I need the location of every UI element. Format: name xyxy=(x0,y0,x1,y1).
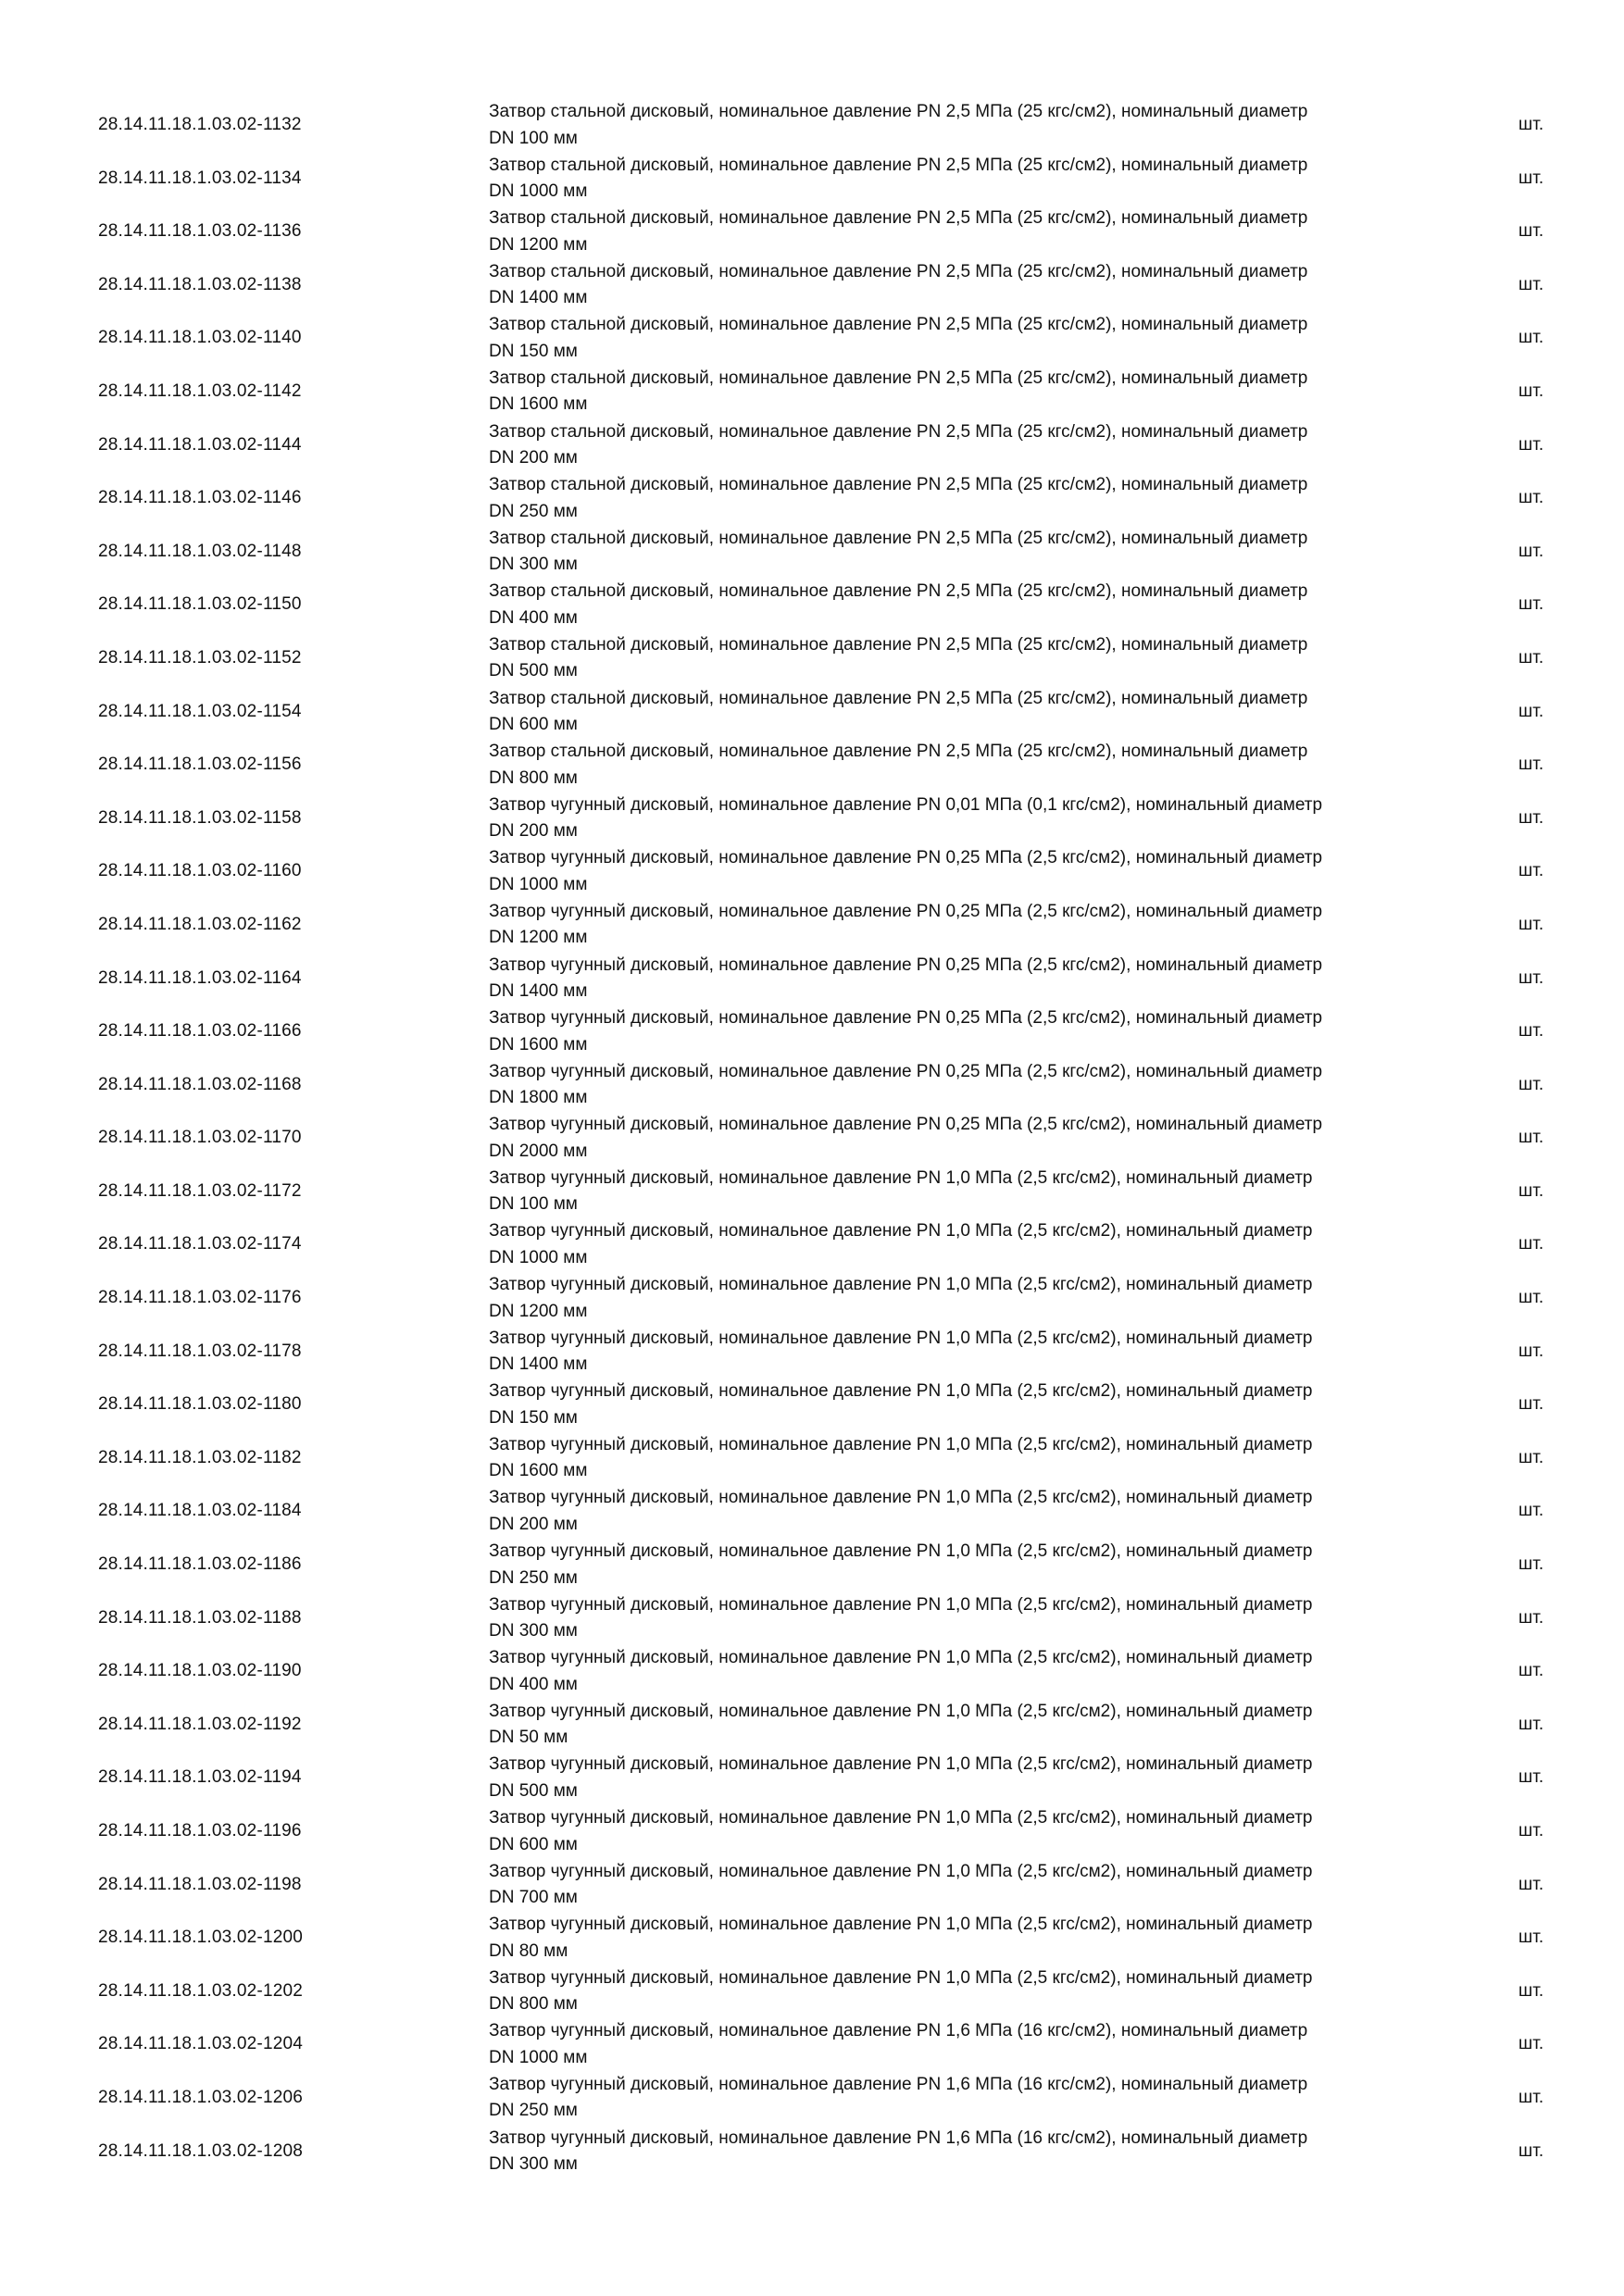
item-code: 28.14.11.18.1.03.02-1180 xyxy=(98,1394,302,1415)
table-row xyxy=(0,1218,1624,1272)
item-unit: шт. xyxy=(1518,701,1544,721)
item-description xyxy=(489,1912,1461,1965)
description-line-1: Затвор чугунный дисковый, номинальное давление PN 0,25 МПа (2,5 кгс/см2), номинальный диаметр xyxy=(489,955,1323,975)
table-row xyxy=(0,419,1624,473)
description-line-1: Затвор чугунный дисковый, номинальное давление PN 0,25 МПа (2,5 кгс/см2), номинальный диаметр xyxy=(489,848,1323,868)
table-row xyxy=(0,312,1624,366)
item-description xyxy=(489,1326,1461,1379)
description-line-1: Затвор чугунный дисковый, номинальное давление PN 0,25 МПа (2,5 кгс/см2), номинальный диаметр xyxy=(489,1008,1323,1029)
description-line-1: Затвор стальной дисковый, номинальное давление PN 2,5 МПа (25 кгс/см2), номинальный диаметр xyxy=(489,155,1308,175)
table-row xyxy=(0,1539,1624,1592)
item-unit: шт. xyxy=(1518,2087,1544,2107)
item-unit: шт. xyxy=(1518,221,1544,242)
item-unit: шт. xyxy=(1518,1234,1544,1254)
description-line-2: DN 1400 мм xyxy=(489,981,588,1001)
description-line-1: Затвор стальной дисковый, номинальное давление PN 2,5 МПа (25 кгс/см2), номинальный диаметр xyxy=(489,742,1308,762)
item-unit: шт. xyxy=(1518,861,1544,881)
price-list-table xyxy=(0,99,1624,2178)
description-line-1: Затвор чугунный дисковый, номинальное давление PN 1,0 МПа (2,5 кгс/см2), номинальный диаметр xyxy=(489,1648,1313,1668)
item-code: 28.14.11.18.1.03.02-1150 xyxy=(98,594,302,615)
item-description xyxy=(489,1699,1461,1752)
item-unit: шт. xyxy=(1518,594,1544,615)
description-line-2: DN 1600 мм xyxy=(489,1461,588,1481)
description-line-1: Затвор чугунный дисковый, номинальное давление PN 0,25 МПа (2,5 кгс/см2), номинальный диаметр xyxy=(489,901,1323,921)
item-code: 28.14.11.18.1.03.02-1162 xyxy=(98,914,302,934)
description-line-1: Затвор чугунный дисковый, номинальное давление PN 1,0 МПа (2,5 кгс/см2), номинальный диаметр xyxy=(489,1754,1313,1775)
item-unit: шт. xyxy=(1518,1661,1544,1681)
description-line-2: DN 200 мм xyxy=(489,448,578,468)
item-unit: шт. xyxy=(1518,488,1544,508)
table-row xyxy=(0,579,1624,632)
item-code: 28.14.11.18.1.03.02-1184 xyxy=(98,1501,302,1521)
description-line-1: Затвор чугунный дисковый, номинальное давление PN 1,0 МПа (2,5 кгс/см2), номинальный диаметр xyxy=(489,1434,1313,1454)
item-description xyxy=(489,953,1461,1005)
description-line-2: DN 250 мм xyxy=(489,1567,578,1588)
item-unit: шт. xyxy=(1518,807,1544,828)
table-row xyxy=(0,99,1624,153)
description-line-1: Затвор стальной дисковый, номинальное давление PN 2,5 МПа (25 кгс/см2), номинальный диаметр xyxy=(489,368,1308,388)
item-description xyxy=(489,899,1461,952)
item-code: 28.14.11.18.1.03.02-1196 xyxy=(98,1821,302,1841)
description-line-2: DN 1400 мм xyxy=(489,288,588,308)
item-code: 28.14.11.18.1.03.02-1164 xyxy=(98,967,302,988)
description-line-2: DN 600 мм xyxy=(489,715,578,735)
item-code: 28.14.11.18.1.03.02-1134 xyxy=(98,168,302,188)
description-line-1: Затвор стальной дисковый, номинальное давление PN 2,5 МПа (25 кгс/см2), номинальный диаметр xyxy=(489,528,1308,548)
item-code: 28.14.11.18.1.03.02-1146 xyxy=(98,488,302,508)
table-row xyxy=(0,1805,1624,1859)
description-line-2: DN 1400 мм xyxy=(489,1354,588,1375)
description-line-2: DN 800 мм xyxy=(489,1994,578,2015)
item-unit: шт. xyxy=(1518,1074,1544,1094)
description-line-1: Затвор чугунный дисковый, номинальное давление PN 0,25 МПа (2,5 кгс/см2), номинальный диаметр xyxy=(489,1061,1323,1081)
description-line-2: DN 200 мм xyxy=(489,821,578,842)
item-unit: шт. xyxy=(1518,755,1544,775)
description-line-1: Затвор стальной дисковый, номинальное давление PN 2,5 МПа (25 кгс/см2), номинальный диаметр xyxy=(489,688,1308,708)
description-line-2: DN 1200 мм xyxy=(489,234,588,255)
table-row xyxy=(0,686,1624,740)
description-line-1: Затвор чугунный дисковый, номинальное давление PN 1,6 МПа (16 кгс/см2), номинальный диаметр xyxy=(489,2021,1308,2041)
item-description xyxy=(489,1965,1461,2018)
item-unit: шт. xyxy=(1518,2140,1544,2161)
description-line-1: Затвор чугунный дисковый, номинальное давление PN 1,6 МПа (16 кгс/см2), номинальный диаметр xyxy=(489,2128,1308,2148)
item-description xyxy=(489,686,1461,739)
item-code: 28.14.11.18.1.03.02-1168 xyxy=(98,1074,302,1094)
item-description xyxy=(489,419,1461,472)
table-row xyxy=(0,1166,1624,1219)
item-code: 28.14.11.18.1.03.02-1140 xyxy=(98,328,302,348)
item-unit: шт. xyxy=(1518,647,1544,668)
item-code: 28.14.11.18.1.03.02-1176 xyxy=(98,1288,302,1308)
table-row xyxy=(0,739,1624,792)
item-code: 28.14.11.18.1.03.02-1202 xyxy=(98,1980,304,2001)
item-code: 28.14.11.18.1.03.02-1192 xyxy=(98,1714,302,1734)
item-description xyxy=(489,2126,1461,2178)
description-line-1: Затвор стальной дисковый, номинальное давление PN 2,5 МПа (25 кгс/см2), номинальный диаметр xyxy=(489,421,1308,442)
item-unit: шт. xyxy=(1518,1021,1544,1042)
table-row xyxy=(0,632,1624,686)
item-description xyxy=(489,1432,1461,1485)
description-line-2: DN 400 мм xyxy=(489,607,578,628)
description-line-1: Затвор чугунный дисковый, номинальное давление PN 1,0 МПа (2,5 кгс/см2), номинальный диаметр xyxy=(489,1167,1313,1188)
table-row xyxy=(0,1912,1624,1965)
item-unit: шт. xyxy=(1518,274,1544,294)
item-description xyxy=(489,259,1461,312)
description-line-2: DN 1000 мм xyxy=(489,1247,588,1267)
table-row xyxy=(0,1699,1624,1753)
item-unit: шт. xyxy=(1518,115,1544,134)
item-code: 28.14.11.18.1.03.02-1172 xyxy=(98,1180,302,1201)
description-line-2: DN 1600 мм xyxy=(489,1034,588,1054)
item-unit: шт. xyxy=(1518,1714,1544,1734)
item-description xyxy=(489,366,1461,418)
item-description xyxy=(489,579,1461,631)
item-description xyxy=(489,1752,1461,1804)
item-description xyxy=(489,472,1461,525)
description-line-1: Затвор стальной дисковый, номинальное давление PN 2,5 МПа (25 кгс/см2), номинальный диаметр xyxy=(489,475,1308,495)
item-code: 28.14.11.18.1.03.02-1132 xyxy=(98,115,302,134)
item-unit: шт. xyxy=(1518,1980,1544,2001)
description-line-2: DN 500 мм xyxy=(489,661,578,681)
description-line-1: Затвор стальной дисковый, номинальное давление PN 2,5 МПа (25 кгс/см2), номинальный диаметр xyxy=(489,208,1308,229)
description-line-2: DN 400 мм xyxy=(489,1674,578,1694)
item-description xyxy=(489,312,1461,365)
item-code: 28.14.11.18.1.03.02-1198 xyxy=(98,1874,302,1894)
item-code: 28.14.11.18.1.03.02-1206 xyxy=(98,2087,304,2107)
table-row xyxy=(0,1432,1624,1486)
item-description xyxy=(489,99,1461,152)
description-line-2: DN 1200 мм xyxy=(489,928,588,948)
item-description xyxy=(489,1859,1461,1912)
item-unit: шт. xyxy=(1518,2034,1544,2054)
description-line-1: Затвор чугунный дисковый, номинальное давление PN 1,0 МПа (2,5 кгс/см2), номинальный диаметр xyxy=(489,1488,1313,1508)
description-line-2: DN 1000 мм xyxy=(489,2047,588,2067)
item-code: 28.14.11.18.1.03.02-1174 xyxy=(98,1234,302,1254)
description-line-2: DN 150 мм xyxy=(489,1407,578,1428)
item-unit: шт. xyxy=(1518,1180,1544,1201)
description-line-2: DN 300 мм xyxy=(489,2154,578,2175)
description-line-2: DN 80 мм xyxy=(489,1940,568,1961)
description-line-1: Затвор чугунный дисковый, номинальное давление PN 1,0 МПа (2,5 кгс/см2), номинальный диаметр xyxy=(489,1541,1313,1562)
table-row xyxy=(0,526,1624,580)
item-unit: шт. xyxy=(1518,1447,1544,1467)
description-line-2: DN 300 мм xyxy=(489,555,578,575)
item-description xyxy=(489,1592,1461,1645)
table-row xyxy=(0,206,1624,259)
table-row xyxy=(0,366,1624,419)
item-description xyxy=(489,1645,1461,1698)
description-line-2: DN 150 мм xyxy=(489,341,578,361)
table-row xyxy=(0,845,1624,899)
item-description xyxy=(489,206,1461,258)
item-unit: шт. xyxy=(1518,1128,1544,1148)
table-row xyxy=(0,1485,1624,1539)
table-row xyxy=(0,1645,1624,1699)
description-line-2: DN 100 мм xyxy=(489,128,578,148)
item-description xyxy=(489,2018,1461,2071)
description-line-1: Затвор чугунный дисковый, номинальное давление PN 0,01 МПа (0,1 кгс/см2), номинальный диаметр xyxy=(489,794,1323,815)
table-row xyxy=(0,1272,1624,1326)
table-row xyxy=(0,153,1624,206)
item-description xyxy=(489,1805,1461,1858)
item-code: 28.14.11.18.1.03.02-1148 xyxy=(98,541,302,561)
item-code: 28.14.11.18.1.03.02-1190 xyxy=(98,1661,302,1681)
description-line-2: DN 50 мм xyxy=(489,1728,568,1748)
item-unit: шт. xyxy=(1518,1767,1544,1788)
description-line-1: Затвор чугунный дисковый, номинальное давление PN 1,0 МПа (2,5 кгс/см2), номинальный диаметр xyxy=(489,1861,1313,1881)
item-unit: шт. xyxy=(1518,1341,1544,1361)
item-description xyxy=(489,1485,1461,1538)
item-description xyxy=(489,1166,1461,1218)
item-unit: шт. xyxy=(1518,541,1544,561)
description-line-1: Затвор чугунный дисковый, номинальное давление PN 1,0 МПа (2,5 кгс/см2), номинальный диаметр xyxy=(489,1221,1313,1242)
description-line-2: DN 1600 мм xyxy=(489,394,588,415)
item-code: 28.14.11.18.1.03.02-1178 xyxy=(98,1341,302,1361)
item-code: 28.14.11.18.1.03.02-1154 xyxy=(98,701,302,721)
table-row xyxy=(0,1326,1624,1379)
description-line-2: DN 500 мм xyxy=(489,1780,578,1801)
item-description xyxy=(489,632,1461,685)
item-unit: шт. xyxy=(1518,1394,1544,1415)
item-unit: шт. xyxy=(1518,1874,1544,1894)
description-line-2: DN 200 мм xyxy=(489,1514,578,1534)
item-code: 28.14.11.18.1.03.02-1208 xyxy=(98,2140,304,2161)
description-line-2: DN 1200 мм xyxy=(489,1301,588,1321)
item-description xyxy=(489,1272,1461,1325)
table-row xyxy=(0,1752,1624,1805)
item-code: 28.14.11.18.1.03.02-1188 xyxy=(98,1607,302,1628)
item-code: 28.14.11.18.1.03.02-1186 xyxy=(98,1554,302,1575)
description-line-1: Затвор стальной дисковый, номинальное давление PN 2,5 МПа (25 кгс/см2), номинальный диаметр xyxy=(489,315,1308,335)
item-unit: шт. xyxy=(1518,1607,1544,1628)
item-code: 28.14.11.18.1.03.02-1166 xyxy=(98,1021,302,1042)
item-code: 28.14.11.18.1.03.02-1152 xyxy=(98,647,302,668)
item-description xyxy=(489,1112,1461,1165)
description-line-1: Затвор чугунный дисковый, номинальное давление PN 1,0 МПа (2,5 кгс/см2), номинальный диаметр xyxy=(489,1594,1313,1615)
item-unit: шт. xyxy=(1518,967,1544,988)
description-line-2: DN 700 мм xyxy=(489,1888,578,1908)
description-line-2: DN 1000 мм xyxy=(489,181,588,202)
table-row xyxy=(0,2018,1624,2072)
item-unit: шт. xyxy=(1518,381,1544,401)
description-line-2: DN 250 мм xyxy=(489,2101,578,2121)
table-row xyxy=(0,1859,1624,1913)
item-code: 28.14.11.18.1.03.02-1144 xyxy=(98,434,302,455)
description-line-2: DN 300 мм xyxy=(489,1621,578,1641)
item-unit: шт. xyxy=(1518,1288,1544,1308)
description-line-1: Затвор стальной дисковый, номинальное давление PN 2,5 МПа (25 кгс/см2), номинальный диаметр xyxy=(489,261,1308,281)
description-line-1: Затвор чугунный дисковый, номинальное давление PN 0,25 МПа (2,5 кгс/см2), номинальный диаметр xyxy=(489,1115,1323,1135)
item-code: 28.14.11.18.1.03.02-1158 xyxy=(98,807,302,828)
table-row xyxy=(0,792,1624,846)
item-code: 28.14.11.18.1.03.02-1142 xyxy=(98,381,302,401)
description-line-1: Затвор чугунный дисковый, номинальное давление PN 1,0 МПа (2,5 кгс/см2), номинальный диаметр xyxy=(489,1915,1313,1935)
description-line-2: DN 800 мм xyxy=(489,767,578,788)
description-line-1: Затвор чугунный дисковый, номинальное давление PN 1,0 МПа (2,5 кгс/см2), номинальный диаметр xyxy=(489,1808,1313,1828)
table-row xyxy=(0,1592,1624,1646)
item-description xyxy=(489,739,1461,792)
table-row xyxy=(0,2126,1624,2179)
description-line-2: DN 100 мм xyxy=(489,1194,578,1215)
item-code: 28.14.11.18.1.03.02-1160 xyxy=(98,861,302,881)
item-unit: шт. xyxy=(1518,1928,1544,1948)
description-line-1: Затвор чугунный дисковый, номинальное давление PN 1,0 МПа (2,5 кгс/см2), номинальный диаметр xyxy=(489,1701,1313,1721)
item-code: 28.14.11.18.1.03.02-1170 xyxy=(98,1128,302,1148)
item-unit: шт. xyxy=(1518,434,1544,455)
item-description xyxy=(489,1218,1461,1271)
table-row xyxy=(0,953,1624,1006)
description-line-1: Затвор чугунный дисковый, номинальное давление PN 1,0 МПа (2,5 кгс/см2), номинальный диаметр xyxy=(489,1967,1313,1988)
description-line-2: DN 600 мм xyxy=(489,1834,578,1854)
description-line-2: DN 1000 мм xyxy=(489,874,588,894)
description-line-1: Затвор стальной дисковый, номинальное давление PN 2,5 МПа (25 кгс/см2), номинальный диаметр xyxy=(489,634,1308,655)
item-code: 28.14.11.18.1.03.02-1138 xyxy=(98,274,302,294)
description-line-2: DN 250 мм xyxy=(489,501,578,521)
description-line-1: Затвор чугунный дисковый, номинальное давление PN 1,6 МПа (16 кгс/см2), номинальный диаметр xyxy=(489,2074,1308,2094)
description-line-1: Затвор чугунный дисковый, номинальное давление PN 1,0 МПа (2,5 кгс/см2), номинальный диаметр xyxy=(489,1328,1313,1348)
item-unit: шт. xyxy=(1518,328,1544,348)
item-unit: шт. xyxy=(1518,168,1544,188)
table-row xyxy=(0,1005,1624,1059)
description-line-1: Затвор чугунный дисковый, номинальное давление PN 1,0 МПа (2,5 кгс/см2), номинальный диаметр xyxy=(489,1275,1313,1295)
table-row xyxy=(0,1112,1624,1166)
description-line-1: Затвор стальной дисковый, номинальное давление PN 2,5 МПа (25 кгс/см2), номинальный диаметр xyxy=(489,102,1308,121)
table-row xyxy=(0,2072,1624,2126)
item-unit: шт. xyxy=(1518,1501,1544,1521)
item-description xyxy=(489,526,1461,579)
item-description xyxy=(489,1059,1461,1112)
description-line-1: Затвор чугунный дисковый, номинальное давление PN 1,0 МПа (2,5 кгс/см2), номинальный диаметр xyxy=(489,1381,1313,1402)
item-description xyxy=(489,792,1461,845)
table-row xyxy=(0,899,1624,953)
item-code: 28.14.11.18.1.03.02-1136 xyxy=(98,221,302,242)
table-row xyxy=(0,1379,1624,1432)
item-unit: шт. xyxy=(1518,1821,1544,1841)
item-description xyxy=(489,153,1461,206)
item-description xyxy=(489,2072,1461,2125)
item-code: 28.14.11.18.1.03.02-1194 xyxy=(98,1767,302,1788)
item-description xyxy=(489,1005,1461,1058)
item-description xyxy=(489,1379,1461,1431)
table-row xyxy=(0,1059,1624,1113)
description-line-1: Затвор стальной дисковый, номинальное давление PN 2,5 МПа (25 кгс/см2), номинальный диаметр xyxy=(489,581,1308,602)
item-description xyxy=(489,1539,1461,1591)
table-row xyxy=(0,1965,1624,2019)
item-description xyxy=(489,845,1461,898)
description-line-2: DN 2000 мм xyxy=(489,1141,588,1161)
item-unit: шт. xyxy=(1518,1554,1544,1575)
item-code: 28.14.11.18.1.03.02-1156 xyxy=(98,755,302,775)
item-code: 28.14.11.18.1.03.02-1200 xyxy=(98,1928,304,1948)
item-unit: шт. xyxy=(1518,914,1544,934)
item-code: 28.14.11.18.1.03.02-1204 xyxy=(98,2034,304,2054)
table-row xyxy=(0,472,1624,526)
table-row xyxy=(0,259,1624,313)
item-code: 28.14.11.18.1.03.02-1182 xyxy=(98,1447,302,1467)
description-line-2: DN 1800 мм xyxy=(489,1088,588,1108)
